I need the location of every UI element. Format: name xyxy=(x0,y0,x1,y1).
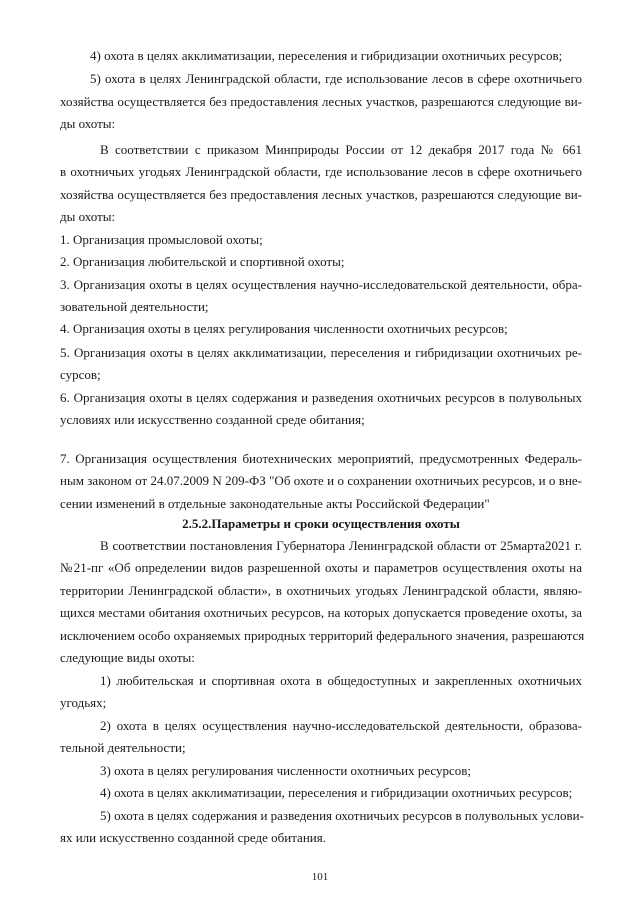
list-item: 1) любительская и спортивная охота в общедоступных и закрепленных охотничьих xyxy=(100,673,582,688)
list-item-continuation: сурсов; xyxy=(60,367,101,382)
list-item: 4) охота в целях акклиматизации, переселения и гибридизации охотничьих ресурсов; xyxy=(100,785,573,800)
text-line: 5) охота в целях Ленинградской области, где использование лесов в сфере охотничьего xyxy=(90,71,582,86)
list-item: 5) охота в целях содержания и разведения охотничьих ресурсов в полувольных услови- xyxy=(100,808,584,823)
text-line: №21-пг «Об определении видов разрешенной охоты и параметров осуществления охоты на xyxy=(60,560,582,575)
page-number: 101 xyxy=(311,871,329,883)
list-item-continuation: угодьях; xyxy=(60,695,107,710)
list-item-continuation: условиях или искусственно созданной среде обитания; xyxy=(60,412,365,427)
text-line: хозяйства осуществляется без предоставления лесных участков, разрешаются следующие ви- xyxy=(60,187,582,202)
text-line: ды охоты: xyxy=(60,116,116,131)
text-line: ды охоты: xyxy=(60,209,116,224)
text-line: хозяйства осуществляется без предоставления лесных участков, разрешаются следующие ви- xyxy=(60,94,582,109)
list-item: 3) охота в целях регулирования численности охотничьих ресурсов; xyxy=(100,763,472,778)
text-line: территории Ленинградской области», в охотничьих угодьях Ленинградской области, являю- xyxy=(60,583,582,598)
text-line: 4) охота в целях акклиматизации, переселения и гибридизации охотничьих ресурсов; xyxy=(90,48,563,63)
list-item: 3. Организация охоты в целях осуществления научно-исследовательской деятельности, обра- xyxy=(60,277,582,292)
text-line: исключением особо охраняемых природных территорий федерального значения, разрешаются xyxy=(60,628,585,643)
list-item-continuation: сении изменений в отдельные законодательные акты Российской Федерации" xyxy=(60,496,490,511)
list-item: 2) охота в целях осуществления научно-исследовательской деятельности, образова- xyxy=(100,718,582,733)
list-item: 2. Организация любительской и спортивной охоты; xyxy=(60,254,345,269)
list-item-continuation: ях или искусственно созданной среде обитания. xyxy=(60,830,326,845)
text-line: В соответствии постановления Губернатора Ленинградской области от 25марта2021 г. xyxy=(100,538,582,553)
list-item-continuation: ным законом от 24.07.2009 N 209-ФЗ "Об охоте и о сохранении охотничьих ресурсов, и о вне- xyxy=(60,473,582,488)
text-line: в охотничьих угодьях Ленинградской области, где использование лесов в сфере охотничьего xyxy=(60,164,582,179)
list-item-continuation: тельной деятельности; xyxy=(60,740,186,755)
list-item: 1. Организация промысловой охоты; xyxy=(60,232,263,247)
list-item: 4. Организация охоты в целях регулирования численности охотничьих ресурсов; xyxy=(60,321,508,336)
list-item: 7. Организация осуществления биотехнических мероприятий, предусмотренных Федераль- xyxy=(60,451,582,466)
text-line: щихся местами обитания охотничьих ресурсов, на которых допускается проведение охоты, за xyxy=(60,605,582,620)
list-item: 5. Организация охоты в целях акклиматизации, переселения и гибридизации охотничьих ре- xyxy=(60,345,582,360)
text-line: следующие виды охоты: xyxy=(60,650,195,665)
text-line: В соответствии с приказом Минприроды России от 12 декабря 2017 года № 661 xyxy=(100,142,582,157)
list-item-continuation: зовательной деятельности; xyxy=(60,299,209,314)
section-heading: 2.5.2.Параметры и сроки осуществления охоты xyxy=(182,516,460,531)
list-item: 6. Организация охоты в целях содержания и разведения охотничьих ресурсов в полувольных xyxy=(60,390,582,405)
